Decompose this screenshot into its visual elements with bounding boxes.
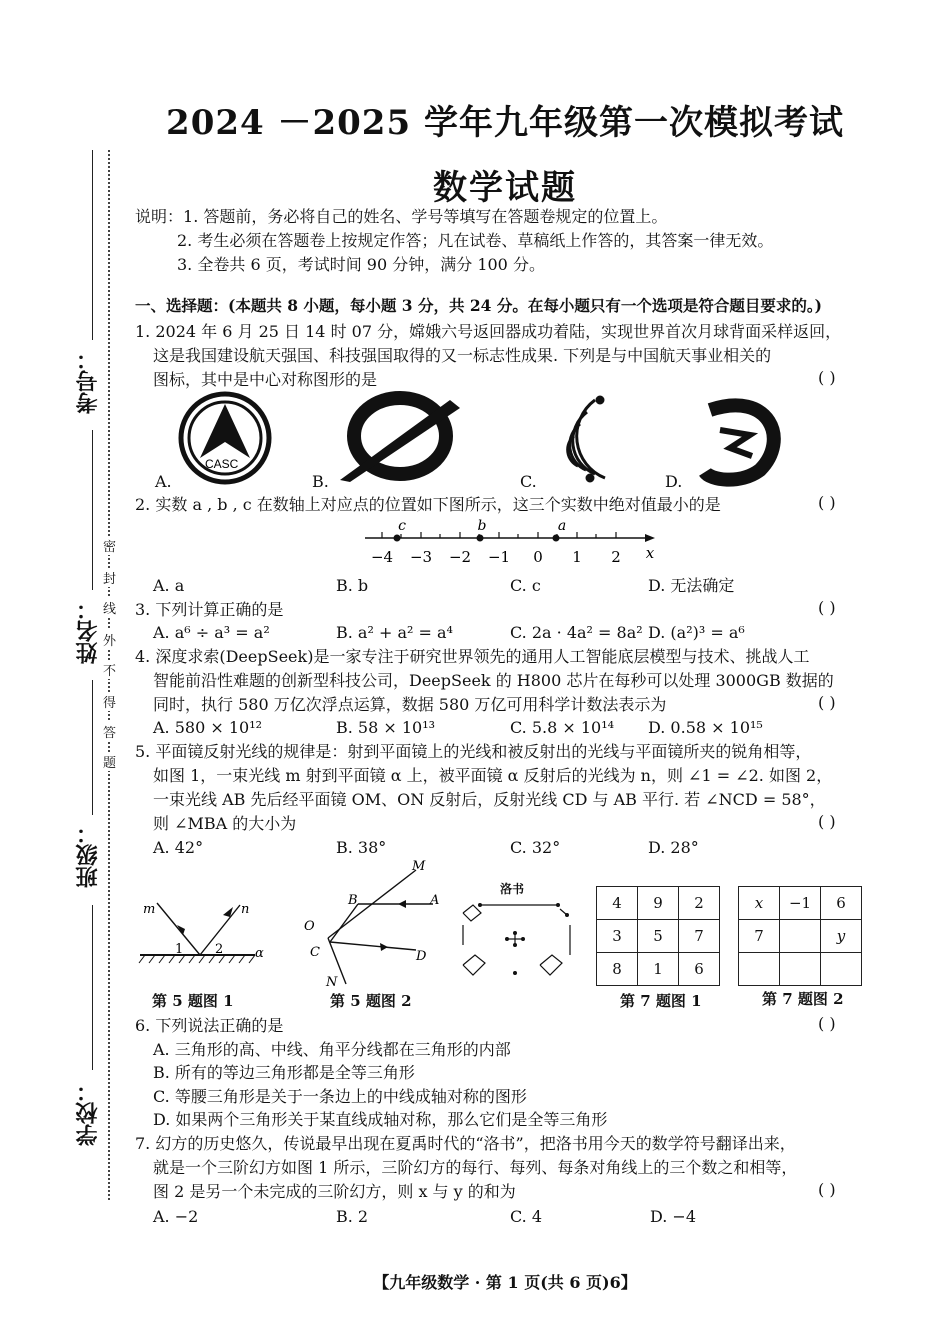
q7-line-3: 图 2 是另一个未完成的三阶幻方，则 x 与 y 的和为 xyxy=(153,1182,516,1201)
exam-subtitle: 数学试题 xyxy=(433,168,577,208)
cell: 5 xyxy=(638,920,679,953)
logo-a-text: CASC xyxy=(205,457,239,471)
exam-number-label: 考号： xyxy=(75,348,101,414)
fig-label: α xyxy=(255,946,264,961)
q2-number-line xyxy=(360,518,670,568)
tick-label: −4 xyxy=(370,548,394,566)
point-b xyxy=(477,535,484,542)
q3-option-c: C. 2a · 4a² = 8a² xyxy=(510,623,643,642)
tick-label: −1 xyxy=(487,548,511,566)
page-footer: 【九年级数学 · 第 1 页(共 6 页)6】 xyxy=(373,1273,637,1292)
section-heading: 一、选择题：(本题共 8 小题，每小题 3 分，共 24 分。在每小题只有一个选项是符合题目要求的。) xyxy=(135,296,822,315)
cell: y xyxy=(821,920,862,953)
luoshu-figure xyxy=(455,895,585,985)
cell: 4 xyxy=(597,887,638,920)
class-line xyxy=(92,680,93,815)
exam-title: 2024 －2025 学年九年级第一次模拟考试 xyxy=(166,103,844,143)
q7-option-b: B. 2 xyxy=(336,1207,369,1226)
fig5-1-caption: 第 5 题图 1 xyxy=(152,992,234,1010)
q5-option-d: D. 28° xyxy=(648,838,699,857)
q3-option-d: D. (a²)³ = a⁶ xyxy=(648,623,745,642)
q2-answer-paren: ( ) xyxy=(818,493,836,512)
q4-line-1: 4. 深度求索(DeepSeek)是一家专注于研究世界领先的通用人工智能底层模型与技术、挑战人工 xyxy=(135,647,810,666)
q4-answer-paren: ( ) xyxy=(818,693,836,712)
seal-char: 密 xyxy=(103,536,115,555)
cell xyxy=(780,920,821,953)
seal-char: 外 xyxy=(103,630,115,649)
seal-char: 封 xyxy=(103,568,115,587)
q2-option-c: C. c xyxy=(510,576,541,595)
q5-line-3: 一束光线 AB 先后经平面镜 OM、ON 反射后，反射光线 CD 与 AB 平行. 若 ∠NCD = 58°， xyxy=(153,790,826,809)
cell xyxy=(739,953,780,986)
q6-answer-paren: ( ) xyxy=(818,1014,836,1033)
q3-option-a: A. a⁶ ÷ a³ = a² xyxy=(153,623,270,642)
fig-label: M xyxy=(412,859,426,874)
logo-d-icon xyxy=(705,405,774,479)
cell: 6 xyxy=(679,953,720,986)
q5-option-b: B. 38° xyxy=(336,838,387,857)
cell: 3 xyxy=(597,920,638,953)
q4-line-3: 同时，执行 580 万亿次浮点运算，数据 580 万亿可用科学计数法表示为 xyxy=(153,695,667,714)
fig-label: 1 xyxy=(175,942,184,957)
class-label: 班级： xyxy=(75,822,101,888)
point-label-b: b xyxy=(477,518,487,534)
q1-option-c: C. xyxy=(520,472,537,491)
seal-char: 不 xyxy=(103,660,115,679)
seal-char: 线 xyxy=(103,598,115,617)
fig7-1-caption: 第 7 题图 1 xyxy=(620,992,702,1010)
cell: 6 xyxy=(821,887,862,920)
school-line xyxy=(92,905,93,1070)
q7-line-1: 7. 幻方的历史悠久，传说最早出现在夏禹时代的“洛书”，把洛书用今天的数学符号翻译出来， xyxy=(135,1134,796,1153)
point-label-a: a xyxy=(557,518,567,534)
q7-answer-paren: ( ) xyxy=(818,1180,836,1199)
q6-option-c: C. 等腰三角形是关于一条边上的中线成轴对称的图形 xyxy=(153,1087,527,1106)
fig-label: D xyxy=(416,949,427,964)
cell: 7 xyxy=(679,920,720,953)
point-label-c: c xyxy=(398,518,406,534)
q1-line-3: 图标，其中是中心对称图形的是 xyxy=(153,370,378,389)
seal-char: 得 xyxy=(103,692,115,711)
q5-line-2: 如图 1，一束光线 m 射到平面镜 α 上，被平面镜 α 反射后的光线为 n，则 ∠1 = ∠2. 如图 2， xyxy=(153,766,833,785)
q6-stem: 6. 下列说法正确的是 xyxy=(135,1016,284,1035)
q4-line-2: 智能前沿性难题的创新型科技公司，DeepSeek 的 H800 芯片在每秒可以处理 3000GB 数据的 xyxy=(153,671,834,690)
q4-option-b: B. 58 × 10¹³ xyxy=(336,718,436,737)
q3-stem: 3. 下列计算正确的是 xyxy=(135,600,284,619)
seal-char: 答 xyxy=(103,722,115,741)
q6-option-d: D. 如果两个三角形关于某直线成轴对称，那么它们是全等三角形 xyxy=(153,1110,608,1129)
fig-label: A xyxy=(430,893,440,908)
point-a xyxy=(553,535,560,542)
tick-label: 1 xyxy=(572,548,582,566)
cell: 7 xyxy=(739,920,780,953)
exam-number-line xyxy=(92,150,93,340)
q5-option-c: C. 32° xyxy=(510,838,561,857)
fig-label: B xyxy=(348,893,358,908)
seal-char: 题 xyxy=(103,752,115,771)
q5-answer-paren: ( ) xyxy=(818,812,836,831)
instructions-line-2: 2. 考生必须在答题卷上按规定作答；凡在试卷、草稿纸上作答的，其答案一律无效。 xyxy=(177,231,774,250)
q4-option-a: A. 580 × 10¹² xyxy=(153,718,263,737)
q2-option-d: D. 无法确定 xyxy=(648,576,735,595)
q2-option-b: B. b xyxy=(336,576,369,595)
q1-answer-paren: ( ) xyxy=(818,368,836,387)
cell: −1 xyxy=(780,887,821,920)
q2-option-a: A. a xyxy=(153,576,185,595)
fig-label: N xyxy=(326,975,338,988)
q3-option-b: B. a² + a² = a⁴ xyxy=(336,623,453,642)
cell: 2 xyxy=(679,887,720,920)
q7-option-a: A. −2 xyxy=(153,1207,199,1226)
fig5-2 xyxy=(298,858,448,988)
logo-a-icon xyxy=(181,394,269,482)
q7-line-2: 就是一个三阶幻方如图 1 所示，三阶幻方的每行、每列、每条对角线上的三个数之和相等， xyxy=(153,1158,798,1177)
fig-label: O xyxy=(304,919,315,934)
cell xyxy=(780,953,821,986)
name-line xyxy=(92,430,93,590)
cell: 8 xyxy=(597,953,638,986)
tick-label: 0 xyxy=(533,548,543,566)
fig-label: 2 xyxy=(215,942,224,957)
cell xyxy=(821,953,862,986)
logo-c-icon xyxy=(568,397,605,481)
q5-line-4: 则 ∠MBA 的大小为 xyxy=(153,814,297,833)
q4-option-d: D. 0.58 × 10¹⁵ xyxy=(648,718,763,737)
fig-label: C xyxy=(310,945,320,960)
cell: 9 xyxy=(638,887,679,920)
fig5-1 xyxy=(135,885,275,975)
magic-square-2 xyxy=(738,886,862,986)
fig5-2-caption: 第 5 题图 2 xyxy=(330,992,412,1010)
q3-answer-paren: ( ) xyxy=(818,598,836,617)
name-label: 姓名： xyxy=(75,598,101,664)
instructions-line-3: 3. 全卷共 6 页，考试时间 90 分钟，满分 100 分。 xyxy=(177,255,545,274)
fig-label: m xyxy=(143,902,156,917)
q1-line-2: 这是我国建设航天强国、科技强国取得的又一标志性成果. 下列是与中国航天事业相关的 xyxy=(153,346,772,365)
point-c xyxy=(394,535,401,542)
q1-option-b: B. xyxy=(312,472,329,491)
logo-b-icon xyxy=(340,398,460,482)
q1-option-d: D. xyxy=(665,472,683,491)
cell: 1 xyxy=(638,953,679,986)
q6-option-a: A. 三角形的高、中线、角平分线都在三角形的内部 xyxy=(153,1040,511,1059)
instructions-line-1: 说明：1. 答题前，务必将自己的姓名、学号等填写在答题卷规定的位置上。 xyxy=(135,207,668,226)
luoshu-label: 洛书 xyxy=(500,882,525,896)
q5-option-a: A. 42° xyxy=(153,838,204,857)
q1-option-a: A. xyxy=(155,472,172,491)
q6-option-b: B. 所有的等边三角形都是全等三角形 xyxy=(153,1063,415,1082)
q5-line-1: 5. 平面镜反射光线的规律是：射到平面镜上的光线和被反射出的光线与平面镜所夹的锐角相等， xyxy=(135,742,812,761)
school-label: 学校： xyxy=(75,1080,101,1146)
q7-option-c: C. 4 xyxy=(510,1207,543,1226)
q2-stem: 2. 实数 a , b , c 在数轴上对应点的位置如下图所示，这三个实数中绝对值最小的是 xyxy=(135,495,721,514)
fig-label: n xyxy=(241,902,250,917)
magic-square-1 xyxy=(596,886,720,986)
tick-label: −3 xyxy=(409,548,433,566)
fig7-2-caption: 第 7 题图 2 xyxy=(762,990,844,1008)
tick-label: −2 xyxy=(448,548,472,566)
tick-label: 2 xyxy=(611,548,621,566)
q7-option-d: D. −4 xyxy=(650,1207,697,1226)
q4-option-c: C. 5.8 × 10¹⁴ xyxy=(510,718,615,737)
cell: x xyxy=(739,887,780,920)
axis-var: x xyxy=(645,544,655,562)
q1-line-1: 1. 2024 年 6 月 25 日 14 时 07 分，嫦娥六号返回器成功着陆，实现世界首次月球背面采样返回， xyxy=(135,322,842,341)
